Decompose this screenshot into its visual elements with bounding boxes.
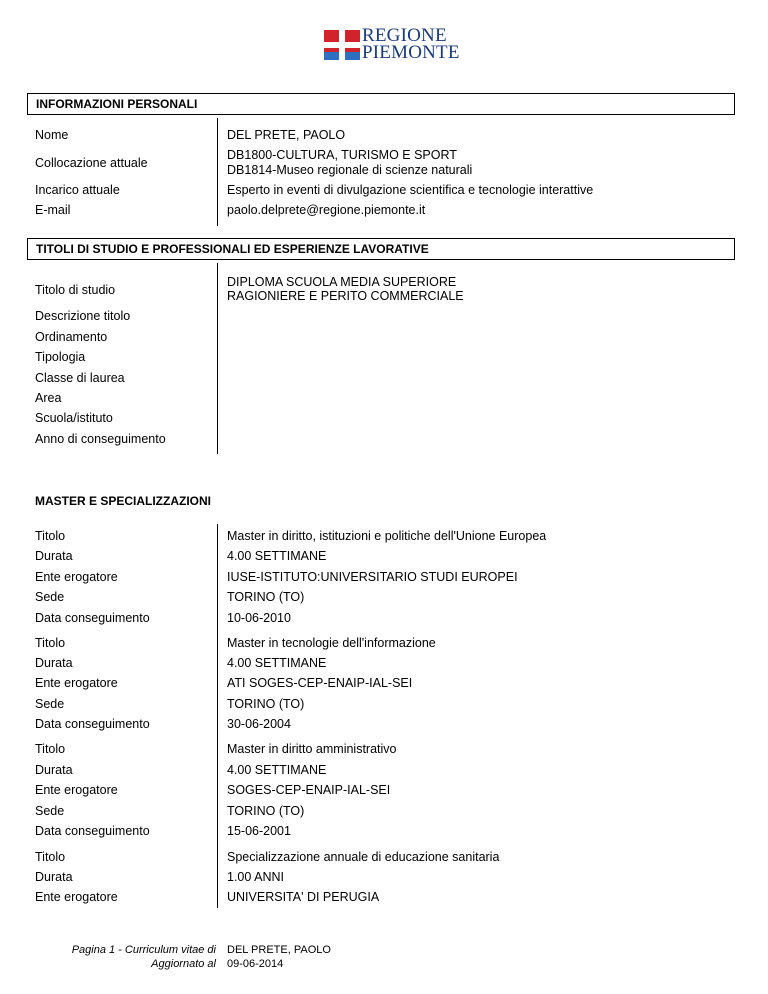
label-area: Area [35,391,62,405]
value-collocazione-2: DB1814-Museo regionale di scienze naturali [227,163,473,177]
master-value: 10-06-2010 [227,611,291,625]
master-value: Master in diritto amministrativo [227,742,397,756]
master-label: Ente erogatore [35,676,118,690]
footer-name: DEL PRETE, PAOLO [227,944,331,956]
footer-updated-label: Aggiornato al [151,958,216,970]
master-label: Titolo [35,529,66,543]
master-value: ATI SOGES-CEP-ENAIP-IAL-SEI [227,676,413,690]
label-collocazione: Collocazione attuale [35,156,148,170]
value-titolo-studio: DIPLOMA SCUOLA MEDIA SUPERIORE [227,275,457,289]
master-value: Specializzazione annuale di educazione sanitaria [227,850,500,864]
master-value: SOGES-CEP-ENAIP-IAL-SEI [227,783,391,797]
master-value: 4.00 SETTIMANE [227,549,327,563]
regione-piemonte-logo [324,25,460,65]
section-education-header: TITOLI DI STUDIO E PROFESSIONALI ED ESPERIENZE LAVORATIVE [27,238,735,260]
logo-text [362,27,460,61]
master-value: 30-06-2004 [227,717,291,731]
footer-updated-date: 09-06-2014 [227,958,284,970]
label-email: E-mail [35,203,71,217]
label-descrizione-titolo: Descrizione titolo [35,309,131,323]
master-label: Titolo [35,636,66,650]
master-label: Sede [35,697,65,711]
value-titolo-studio-2: RAGIONIERE E PERITO COMMERCIALE [227,289,464,303]
divider-line [217,524,218,908]
label-tipologia: Tipologia [35,350,86,364]
value-email: paolo.delprete@regione.piemonte.it [227,203,426,217]
label-anno-conseguimento: Anno di conseguimento [35,432,166,446]
value-collocazione: DB1800-CULTURA, TURISMO E SPORT [227,148,457,162]
label-nome: Nome [35,128,69,142]
label-titolo-studio: Titolo di studio [35,283,116,297]
master-label: Data conseguimento [35,717,150,731]
logo-line1: REGIONE [362,25,447,46]
master-value: TORINO (TO) [227,804,305,818]
master-value: Master in diritto, istituzioni e politiche dell'Unione Europea [227,529,547,543]
master-value: TORINO (TO) [227,590,305,604]
label-ordinamento: Ordinamento [35,330,108,344]
master-label: Data conseguimento [35,824,150,838]
section-personal-header: INFORMAZIONI PERSONALI [27,93,735,115]
master-value: 4.00 SETTIMANE [227,763,327,777]
divider-line [217,263,218,454]
master-label: Sede [35,590,65,604]
section-masters-header: MASTER E SPECIALIZZAZIONI [35,494,212,508]
master-value: UNIVERSITA' DI PERUGIA [227,890,380,904]
master-label: Ente erogatore [35,890,118,904]
master-value: TORINO (TO) [227,697,305,711]
master-label: Ente erogatore [35,570,118,584]
value-nome: DEL PRETE, PAOLO [227,128,346,142]
master-value: 4.00 SETTIMANE [227,656,327,670]
master-label: Titolo [35,742,66,756]
divider-line [217,118,218,226]
master-label: Durata [35,549,73,563]
master-label: Data conseguimento [35,611,150,625]
master-value: 1.00 ANNI [227,870,284,884]
master-value: Master in tecnologie dell'informazione [227,636,436,650]
master-label: Durata [35,763,73,777]
label-scuola-istituto: Scuola/istituto [35,411,113,425]
master-label: Ente erogatore [35,783,118,797]
master-value: 15-06-2001 [227,824,291,838]
label-incarico: Incarico attuale [35,183,120,197]
logo-line2: PIEMONTE [362,42,460,63]
master-label: Durata [35,656,73,670]
master-label: Sede [35,804,65,818]
master-label: Durata [35,870,73,884]
footer-page-label: Pagina 1 - Curriculum vitae di [71,944,216,956]
label-classe-laurea: Classe di laurea [35,371,125,385]
value-incarico: Esperto in eventi di divulgazione scientifica e tecnologie interattive [227,183,594,197]
regione-flag-icon [324,30,360,60]
master-value: IUSE-ISTITUTO:UNIVERSITARIO STUDI EUROPEI [227,570,518,584]
master-label: Titolo [35,850,66,864]
